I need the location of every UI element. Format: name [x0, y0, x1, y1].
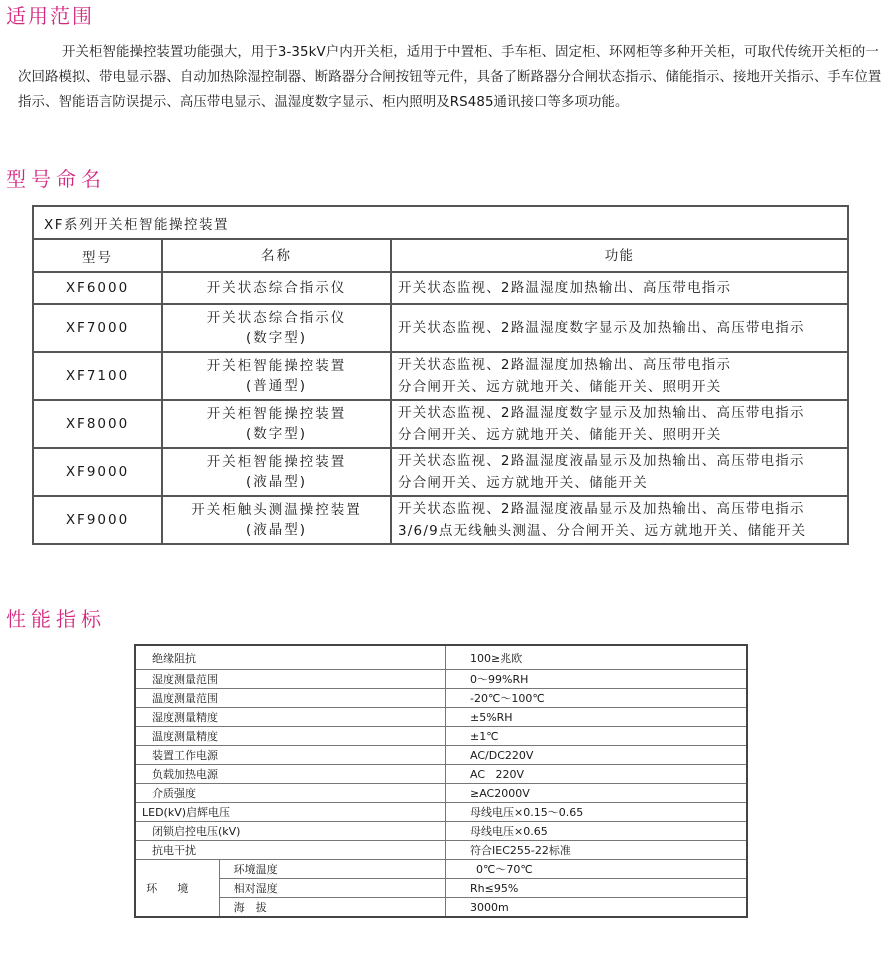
function-cell: 开关状态监视、2路温湿度加热输出、高压带电指示 [391, 272, 848, 304]
intro-paragraph [18, 40, 882, 115]
function-line: 3/6/9点无线触头测温、分合闸开关、远方就地开关、储能开关 [398, 523, 807, 539]
function-line: 分合闸开关、远方就地开关、储能开关 [398, 475, 648, 491]
spec-row [135, 727, 747, 746]
env-sub-label: 海 拔 [219, 898, 445, 918]
model-cell: XF9000 [33, 448, 162, 496]
spec-label: 装置工作电源 [135, 746, 446, 765]
table-header-row [33, 239, 848, 272]
table-row [33, 304, 848, 352]
model-cell: XF7100 [33, 352, 162, 400]
spec-label: 温度测量范围 [135, 689, 446, 708]
model-cell: XF8000 [33, 400, 162, 448]
name-subtype: (普通型) [245, 378, 308, 394]
section-title-model: 型号命名 [6, 167, 106, 191]
table-row [33, 496, 848, 544]
table-row [33, 400, 848, 448]
spec-label: LED(kV)启辉电压 [135, 803, 446, 822]
spec-row [135, 822, 747, 841]
header-function: 功能 [391, 239, 848, 272]
function-cell [391, 400, 848, 448]
model-cell: XF9000 [33, 496, 162, 544]
name-cell [162, 448, 391, 496]
spec-value: -20℃～100℃ [446, 689, 748, 708]
function-cell: 开关状态监视、2路温湿度数字显示及加热输出、高压带电指示 [391, 304, 848, 352]
spec-label: 湿度测量范围 [135, 670, 446, 689]
table-row [33, 272, 848, 304]
spec-row [135, 645, 747, 670]
spec-value: 母线电压×0.65 [446, 822, 748, 841]
env-value: Rh≤95% [446, 879, 748, 898]
table-row [33, 448, 848, 496]
env-value: 3000m [446, 898, 748, 918]
table-caption: XF系列开关柜智能操控装置 [33, 206, 848, 239]
name-cell [162, 352, 391, 400]
name-subtype: (数字型) [245, 426, 308, 442]
spec-label: 抗电干扰 [135, 841, 446, 860]
spec-value: AC/DC220V [446, 746, 748, 765]
spec-value: 0～99%RH [446, 670, 748, 689]
function-line: 分合闸开关、远方就地开关、储能开关、照明开关 [398, 427, 722, 443]
header-model: 型号 [33, 239, 162, 272]
name-cell [162, 496, 391, 544]
name-line: 开关柜智能操控装置 [206, 358, 347, 374]
name-subtype: (液晶型) [245, 522, 308, 538]
spec-label: 介质强度 [135, 784, 446, 803]
name-line: 开关状态综合指示仪 [206, 310, 347, 326]
section-title-scope: 适用范围 [6, 4, 94, 28]
spec-value: 符合IEC255-22标准 [446, 841, 748, 860]
spec-value: 母线电压×0.15～0.65 [446, 803, 748, 822]
spec-label: 闭锁启控电压(kV) [135, 822, 446, 841]
name-subtype: (液晶型) [245, 474, 308, 490]
section-title-performance: 性能指标 [6, 607, 106, 631]
name-cell: 开关状态综合指示仪 [162, 272, 391, 304]
spec-value: AC 220V [446, 765, 748, 784]
model-cell: XF6000 [33, 272, 162, 304]
spec-value: ±1℃ [446, 727, 748, 746]
spec-row [135, 784, 747, 803]
table-caption-row [33, 206, 848, 239]
function-line: 开关状态监视、2路温湿度液晶显示及加热输出、高压带电指示 [398, 501, 805, 517]
name-line: 开关柜智能操控装置 [206, 454, 347, 470]
spec-value: ±5%RH [446, 708, 748, 727]
table-row [33, 352, 848, 400]
env-sub-label: 环境温度 [219, 860, 445, 879]
spec-value: ≥AC2000V [446, 784, 748, 803]
function-line: 开关状态监视、2路温湿度数字显示及加热输出、高压带电指示 [398, 405, 805, 421]
spec-row [135, 670, 747, 689]
name-line: 开关柜触头测温操控装置 [191, 502, 362, 518]
spec-label: 温度测量精度 [135, 727, 446, 746]
function-line: 开关状态监视、2路温湿度液晶显示及加热输出、高压带电指示 [398, 453, 805, 469]
spec-row [135, 860, 747, 879]
spec-label: 负载加热电源 [135, 765, 446, 784]
header-name: 名称 [162, 239, 391, 272]
model-table [32, 205, 849, 545]
spec-value: 100≥兆欧 [446, 645, 748, 670]
function-cell [391, 448, 848, 496]
env-sub-label: 相对湿度 [219, 879, 445, 898]
name-cell [162, 400, 391, 448]
spec-label: 绝缘阻抗 [135, 645, 446, 670]
name-line: 开关柜智能操控装置 [206, 406, 347, 422]
env-label: 环境 [135, 860, 219, 918]
spec-row [135, 746, 747, 765]
name-subtype: (数字型) [245, 330, 308, 346]
env-value: 0℃～70℃ [446, 860, 748, 879]
spec-label: 湿度测量精度 [135, 708, 446, 727]
spec-row [135, 708, 747, 727]
function-line: 分合闸开关、远方就地开关、储能开关、照明开关 [398, 379, 722, 395]
name-cell [162, 304, 391, 352]
function-cell [391, 352, 848, 400]
function-line: 开关状态监视、2路温湿度加热输出、高压带电指示 [398, 357, 732, 373]
spec-row [135, 765, 747, 784]
function-cell [391, 496, 848, 544]
spec-row [135, 898, 747, 918]
intro-text: 开关柜智能操控装置功能强大，用于3-35kV户内开关柜，适用于中置柜、手车柜、固定柜、环网柜等多种开关柜，可取代传统开关柜的一次回路模拟、带电显示器、自动加热除湿控制器、断路器分合闸按钮等元件，具备了断路器分合闸状态指示、储能指示、接地开关指示、手车位置指示、智能语言防误提示、高压带电显示、温湿度数字显示、柜内照明及RS485通讯接口等多项功能。 [18, 45, 882, 110]
spec-table [134, 644, 748, 918]
spec-row [135, 689, 747, 708]
spec-row [135, 841, 747, 860]
spec-row [135, 879, 747, 898]
model-cell: XF7000 [33, 304, 162, 352]
spec-row [135, 803, 747, 822]
